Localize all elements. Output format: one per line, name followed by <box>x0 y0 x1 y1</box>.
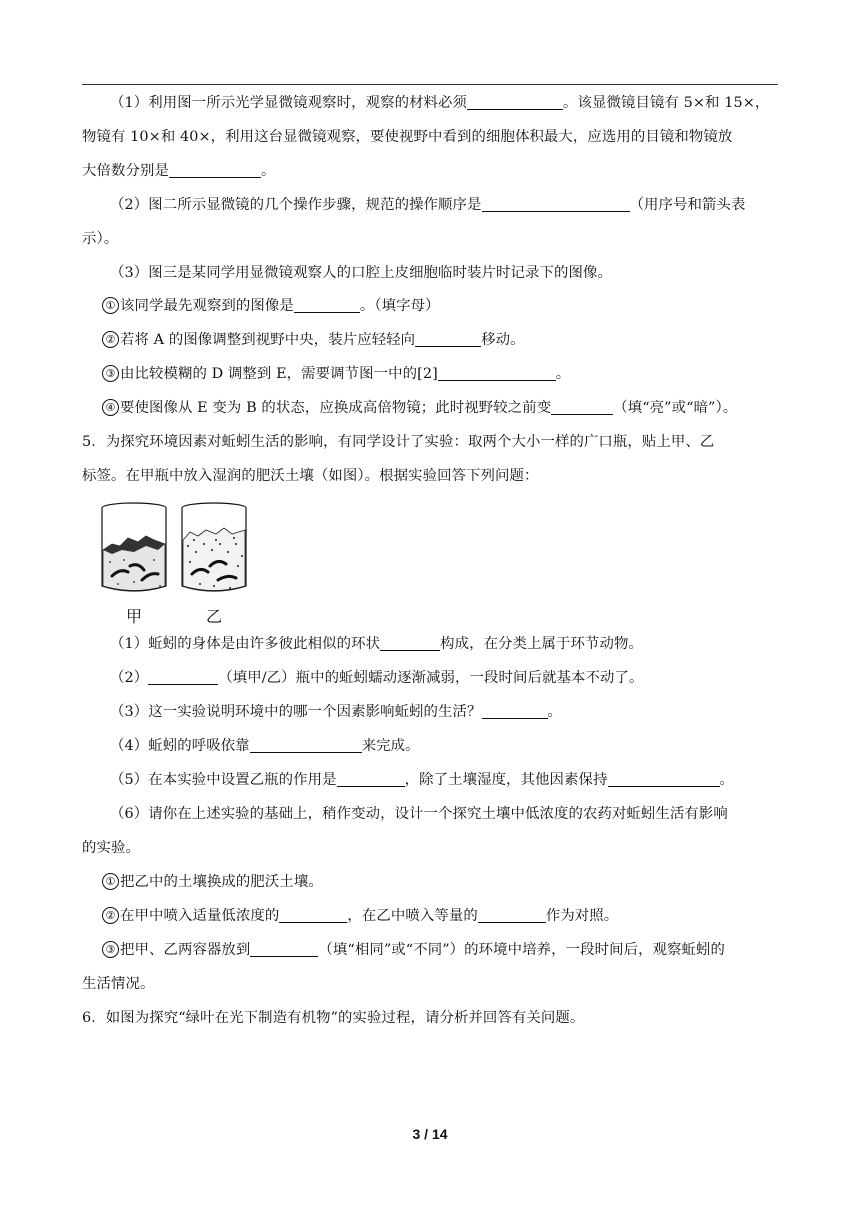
q5-stem-line2: 标签。在甲瓶中放入湿润的肥沃土壤（如图）。根据实验回答下列问题： <box>82 468 539 484</box>
circled-number: ② <box>102 907 119 924</box>
answer-blank[interactable] <box>438 366 556 381</box>
q5-part3: （3）这一实验说明环境中的哪一个因素影响蚯蚓的生活？ 。 <box>110 704 563 720</box>
answer-blank[interactable] <box>294 298 360 313</box>
answer-blank[interactable] <box>250 738 362 753</box>
jar-jia <box>102 503 166 591</box>
answer-blank[interactable] <box>467 95 563 110</box>
q5-part6-line2: 的实验。 <box>82 840 140 856</box>
answer-blank[interactable] <box>482 704 548 719</box>
circled-number: ① <box>102 297 119 314</box>
answer-blank[interactable] <box>250 942 318 957</box>
q4-part3-item2: ② 若将 A 的图像调整到视野中央，装片应轻轻向 移动。 <box>82 330 778 350</box>
q4-part3-item3: ③ 由比较模糊的 D 调整到 E，需要调节图一中的[2] 。 <box>82 364 778 384</box>
q5-part6-item1: ① 把乙中的土壤换成的肥沃土壤。 <box>82 872 778 892</box>
q5-part4: （4）蚯蚓的呼吸依靠 来完成。 <box>110 738 420 754</box>
circled-number: ③ <box>102 365 119 382</box>
q4-part1-line2: 物镜有 10×和 40×，利用这台显微镜观察，要使视野中看到的细胞体积最大，应选用的目镜和物镜放 <box>82 129 733 145</box>
answer-blank[interactable] <box>482 197 630 212</box>
q4-part1-line3: 大倍数分别是 。 <box>82 163 276 179</box>
answer-blank[interactable] <box>169 163 261 178</box>
answer-blank[interactable] <box>337 772 405 787</box>
jar-jia-label: 甲 <box>126 607 143 626</box>
q4-part2-line2: 示）。 <box>82 231 119 247</box>
q5-part6-item3: ③ 把甲、乙两容器放到 （填“相同”或“不同”）的环境中培养，一段时间后，观察蚯蚓的 <box>82 940 778 960</box>
jar-yi-label: 乙 <box>206 607 223 626</box>
q4-part3-item4: ④ 要使图像从 E 变为 B 的状态，应换成高倍物镜；此时视野较之前变 （填“亮”或“暗”）。 <box>82 398 778 418</box>
q5-part5: （5）在本实验中设置乙瓶的作用是 ，除了土壤湿度，其他因素保持 。 <box>110 772 734 788</box>
circled-number: ① <box>102 873 119 890</box>
q5-part6-item3-cont: 生活情况。 <box>82 976 155 992</box>
q5-part1: （1）蚯蚓的身体是由许多彼此相似的环状 构成，在分类上属于环节动物。 <box>110 636 643 652</box>
answer-blank[interactable] <box>380 636 440 651</box>
earthworm-jars-figure <box>98 500 258 628</box>
q5-part2: （2） （填甲/乙）瓶中的蚯蚓蠕动逐渐减弱，一段时间后就基本不动了。 <box>110 670 644 686</box>
answer-blank[interactable] <box>608 772 720 787</box>
q4-part2-line1: （2）图二所示显微镜的几个操作步骤，规范的操作顺序是 （用序号和箭头表 <box>110 197 746 213</box>
q5-stem-line1: 5．为探究环境因素对蚯蚓生活的影响，有同学设计了实验：取两个大小一样的广口瓶，贴上甲、乙 <box>82 434 715 450</box>
answer-blank[interactable] <box>148 670 218 685</box>
q5-part6-line1: （6）请你在上述实验的基础上，稍作变动，设计一个探究土壤中低浓度的农药对蚯蚓生活有影响 <box>110 806 728 822</box>
q5-part6-item2: ② 在甲中喷入适量低浓度的 ，在乙中喷入等量的 作为对照。 <box>82 906 778 926</box>
header-rule <box>82 84 778 85</box>
jars-illustration <box>98 500 258 600</box>
q4-part3-item1: ① 该同学最先观察到的图像是 。（填字母） <box>82 296 778 316</box>
q6-stem: 6．如图为探究“绿叶在光下制造有机物”的实验过程，请分析并回答有关问题。 <box>82 1010 585 1026</box>
answer-blank[interactable] <box>279 908 347 923</box>
circled-number: ② <box>102 331 119 348</box>
answer-blank[interactable] <box>551 400 613 415</box>
jar-yi <box>182 503 246 591</box>
circled-number: ③ <box>102 941 119 958</box>
answer-blank[interactable] <box>415 332 481 347</box>
circled-number: ④ <box>102 399 119 416</box>
q4-part1-line1: （1）利用图一所示光学显微镜观察时，观察的材料必须 。该显微镜目镜有 5×和 15×， <box>110 95 770 111</box>
answer-blank[interactable] <box>478 908 546 923</box>
q4-part3-intro: （3）图三是某同学用显微镜观察人的口腔上皮细胞临时装片时记录下的图像。 <box>110 265 612 281</box>
page-number: 3 / 14 <box>412 1126 448 1142</box>
